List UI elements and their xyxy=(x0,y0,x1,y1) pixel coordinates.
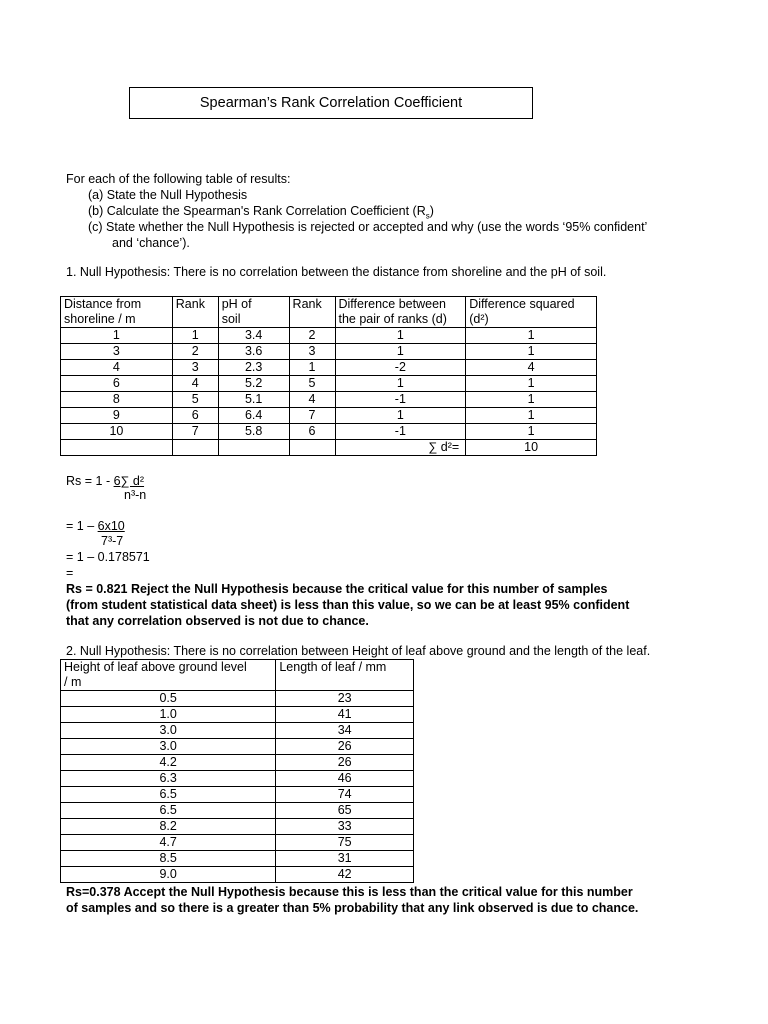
table-cell: 1 xyxy=(466,392,597,408)
table-cell: 75 xyxy=(276,835,414,851)
q1-formula-line3: = 1 – 0.178571 xyxy=(66,550,150,564)
table-cell: 8.5 xyxy=(61,851,276,867)
table-cell: 3.6 xyxy=(218,344,289,360)
table-cell: 6 xyxy=(172,408,218,424)
intro-item-b-sub: s xyxy=(425,211,430,221)
table-cell: 9 xyxy=(61,408,173,424)
q1-formula-line2-lead: = 1 – xyxy=(66,519,98,533)
q1-header-diffsq-l1: Difference squared xyxy=(469,297,575,311)
q2-header-length xyxy=(276,660,414,691)
table-cell: 26 xyxy=(276,755,414,771)
table-cell: 4.7 xyxy=(61,835,276,851)
table-cell: 5 xyxy=(172,392,218,408)
q2-conclusion-l2: of samples and so there is a greater than 5% probability that any link observed is due to chance. xyxy=(66,901,639,915)
intro-item-a: (a) State the Null Hypothesis xyxy=(88,188,248,202)
table-row xyxy=(61,867,414,883)
table-cell: -1 xyxy=(335,392,466,408)
table-cell xyxy=(61,440,173,456)
q1-header-difference-l2: the pair of ranks (d) xyxy=(338,312,447,326)
table-cell: 2 xyxy=(172,344,218,360)
table-cell: 8 xyxy=(61,392,173,408)
table-cell: 2.3 xyxy=(218,360,289,376)
table-row xyxy=(61,408,597,424)
table-cell: 1 xyxy=(289,360,335,376)
table-cell: 1 xyxy=(466,376,597,392)
table-cell: 7 xyxy=(289,408,335,424)
q1-formula-line2-numerator: 6x10 xyxy=(97,519,125,533)
table-cell xyxy=(218,440,289,456)
intro-item-b-text: (b) Calculate the Spearman's Rank Correlation Coefficient (R xyxy=(88,204,426,218)
q1-header-rank1-l1: Rank xyxy=(175,297,205,311)
q1-header-rank2-l1: Rank xyxy=(292,297,322,311)
table-cell: -1 xyxy=(335,424,466,440)
q2-table xyxy=(60,659,414,883)
table-row xyxy=(61,771,414,787)
table-cell: 6.4 xyxy=(218,408,289,424)
q1-sum-label: ∑ d²= xyxy=(335,440,466,456)
table-cell: 1 xyxy=(61,328,173,344)
table-cell: 3 xyxy=(172,360,218,376)
table-row xyxy=(61,707,414,723)
table-row xyxy=(61,344,597,360)
table-row xyxy=(61,392,597,408)
q1-header-distance xyxy=(61,297,173,328)
table-cell: 5 xyxy=(289,376,335,392)
q1-formula-line4: = xyxy=(66,566,74,580)
table-row xyxy=(61,739,414,755)
table-cell: 4 xyxy=(61,360,173,376)
q2-conclusion-l1: Rs=0.378 Accept the Null Hypothesis because this is less than the critical value for this number xyxy=(66,885,633,899)
q1-header-ph-l1: pH of xyxy=(221,297,252,311)
table-cell: 41 xyxy=(276,707,414,723)
table-cell: 1 xyxy=(335,376,466,392)
table-row xyxy=(61,851,414,867)
table-cell: 3.0 xyxy=(61,739,276,755)
table-cell: 23 xyxy=(276,691,414,707)
table-cell: 3.4 xyxy=(218,328,289,344)
q2-header-length-l1: Length of leaf / mm xyxy=(279,660,387,674)
table-cell: 6.5 xyxy=(61,787,276,803)
table-cell: 4.2 xyxy=(61,755,276,771)
table-cell: 6.5 xyxy=(61,803,276,819)
table-cell: 1 xyxy=(466,328,597,344)
table-cell: 31 xyxy=(276,851,414,867)
table-row xyxy=(61,424,597,440)
table-cell: 1 xyxy=(466,408,597,424)
q1-sum-row xyxy=(61,440,597,456)
q1-formula-line2 xyxy=(66,518,125,534)
table-cell: 1 xyxy=(466,424,597,440)
table-cell: 5.8 xyxy=(218,424,289,440)
table-cell: 3.0 xyxy=(61,723,276,739)
table-cell: 6 xyxy=(61,376,173,392)
intro-item-b-end: ) xyxy=(429,204,434,218)
table-row xyxy=(61,723,414,739)
table-row xyxy=(61,787,414,803)
q1-sum-value: 10 xyxy=(466,440,597,456)
table-cell: 46 xyxy=(276,771,414,787)
table-cell: 74 xyxy=(276,787,414,803)
table-row xyxy=(61,328,597,344)
q1-formula-numerator: 6∑ d² xyxy=(113,474,145,488)
table-cell: 4 xyxy=(289,392,335,408)
q2-header-row xyxy=(61,660,414,691)
table-cell: 5.1 xyxy=(218,392,289,408)
q1-header-distance-l2: shoreline / m xyxy=(64,312,136,326)
table-cell: 4 xyxy=(466,360,597,376)
q1-hypothesis: 1. Null Hypothesis: There is no correlation between the distance from shoreline and the pH of soil. xyxy=(66,265,607,279)
table-row xyxy=(61,376,597,392)
table-row xyxy=(61,691,414,707)
table-cell: -2 xyxy=(335,360,466,376)
table-cell: 34 xyxy=(276,723,414,739)
table-cell: 33 xyxy=(276,819,414,835)
q1-formula-denominator: n³-n xyxy=(124,488,147,502)
table-row xyxy=(61,360,597,376)
q1-header-ph-l2: soil xyxy=(221,312,241,326)
table-cell: 1 xyxy=(466,344,597,360)
table-cell: 6.3 xyxy=(61,771,276,787)
table-cell: 4 xyxy=(172,376,218,392)
q2-header-height xyxy=(61,660,276,691)
intro-lead: For each of the following table of results: xyxy=(66,172,291,186)
table-cell: 1 xyxy=(335,328,466,344)
table-cell: 7 xyxy=(172,424,218,440)
q1-header-difference-l1: Difference between xyxy=(338,297,446,311)
table-cell: 42 xyxy=(276,867,414,883)
q2-header-height-l1: Height of leaf above ground level xyxy=(64,660,247,674)
table-row xyxy=(61,835,414,851)
q1-conclusion-l3: that any correlation observed is not due to chance. xyxy=(66,614,369,628)
intro-item-c: (c) State whether the Null Hypothesis is rejected or accepted and why (use the words ‘95% confident’ xyxy=(88,220,648,234)
table-cell: 10 xyxy=(61,424,173,440)
table-cell: 9.0 xyxy=(61,867,276,883)
table-cell: 8.2 xyxy=(61,819,276,835)
table-cell xyxy=(172,440,218,456)
q1-header-rank1 xyxy=(172,297,218,328)
table-cell: 1 xyxy=(335,344,466,360)
table-cell xyxy=(289,440,335,456)
table-row xyxy=(61,803,414,819)
q1-conclusion-l1: Rs = 0.821 Reject the Null Hypothesis because the critical value for this number of samples xyxy=(66,582,608,596)
table-cell: 5.2 xyxy=(218,376,289,392)
table-cell: 1.0 xyxy=(61,707,276,723)
table-cell: 1 xyxy=(335,408,466,424)
q1-header-diffsq-l2: (d²) xyxy=(469,312,489,326)
table-row xyxy=(61,819,414,835)
q1-header-difference xyxy=(335,297,466,328)
q1-formula-line2-denominator: 7³-7 xyxy=(101,534,124,548)
q1-conclusion-l2: (from student statistical data sheet) is less than this value, so we can be at least 95% confident xyxy=(66,598,630,612)
q2-hypothesis: 2. Null Hypothesis: There is no correlation between Height of leaf above ground and the length of the leaf. xyxy=(66,644,651,658)
q2-header-height-l2: / m xyxy=(64,675,82,689)
table-cell: 0.5 xyxy=(61,691,276,707)
table-cell: 3 xyxy=(61,344,173,360)
q1-header-row xyxy=(61,297,597,328)
q1-table xyxy=(60,296,597,456)
q1-header-rank2 xyxy=(289,297,335,328)
table-row xyxy=(61,755,414,771)
table-cell: 2 xyxy=(289,328,335,344)
q1-header-difference-squared xyxy=(466,297,597,328)
table-cell: 3 xyxy=(289,344,335,360)
table-cell: 65 xyxy=(276,803,414,819)
table-cell: 6 xyxy=(289,424,335,440)
intro-item-c-cont: and ‘chance’). xyxy=(112,236,190,250)
document-title: Spearman’s Rank Correlation Coefficient xyxy=(129,87,533,119)
table-cell: 26 xyxy=(276,739,414,755)
q1-header-ph xyxy=(218,297,289,328)
table-cell: 1 xyxy=(172,328,218,344)
q1-formula-rs-label: Rs = 1 - xyxy=(66,474,114,488)
q1-header-distance-l1: Distance from xyxy=(64,297,142,311)
